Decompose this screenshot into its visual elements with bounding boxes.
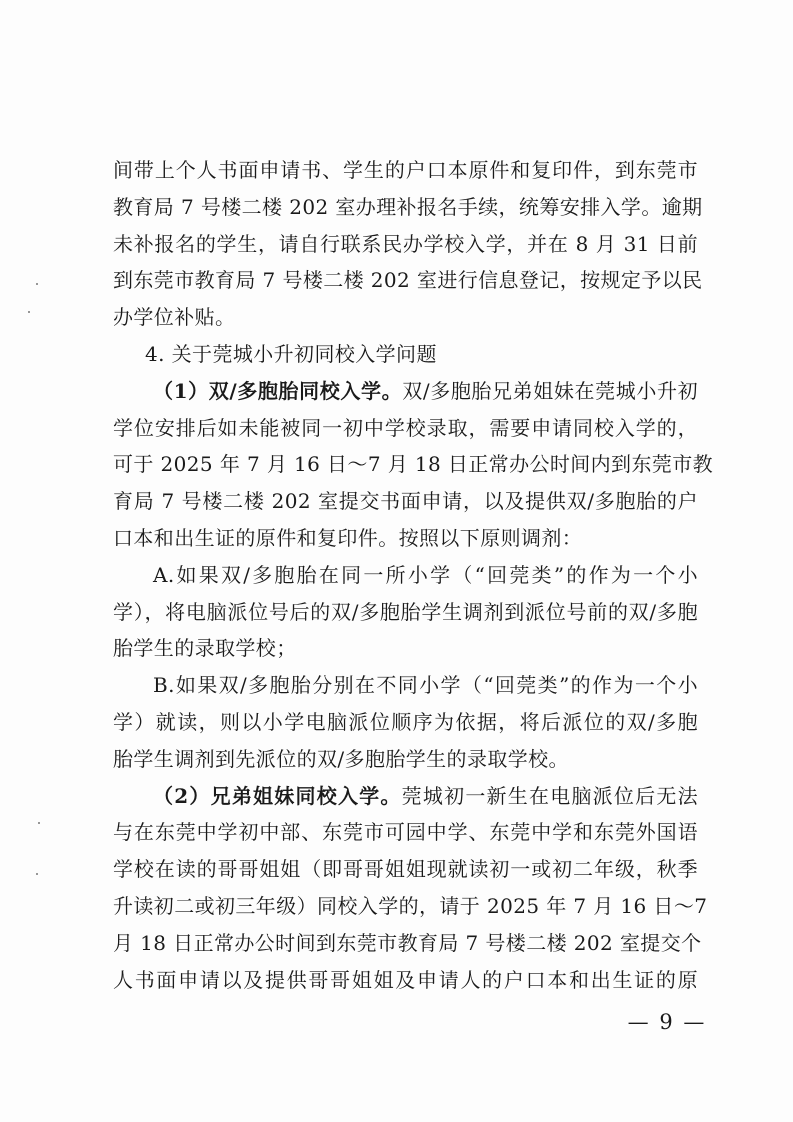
paragraph-line: 办学位补贴。 xyxy=(113,305,236,330)
scan-mark xyxy=(28,311,30,313)
paragraph-line: 升读初二或初三年级）同校入学的，请于 2025 年 7 月 16 日～7 xyxy=(113,893,708,918)
paragraph-line: 未补报名的学生，请自行联系民办学校入学，并在 8 月 31 日前 xyxy=(113,231,698,256)
body-text xyxy=(113,152,714,998)
paragraph-line: 学校在读的哥哥姐姐（即哥哥姐姐现就读初一或初二年级，秋季 xyxy=(113,857,698,882)
paragraph-line: 间带上个人书面申请书、学生的户口本原件和复印件，到东莞市 xyxy=(113,158,698,182)
paragraph-text: 双/多胞胎兄弟姐妹在莞城小升初 xyxy=(402,378,698,403)
paragraph-line: 学位安排后如未能被同一初中学校录取，需要申请同校入学的， xyxy=(113,415,698,440)
paragraph-line: 口本和出生证的原件和复印件。按照以下原则调剂： xyxy=(113,525,583,550)
section-heading: 4. 关于莞城小升初同校入学问题 xyxy=(145,341,437,366)
paragraph-line: 月 18 日正常办公时间到东莞市教育局 7 号楼二楼 202 室提交个 xyxy=(113,930,702,955)
paragraph-line xyxy=(113,778,698,815)
paragraph-line: 人书面申请以及提供哥哥姐姐及申请人的户口本和出生证的原 xyxy=(113,967,698,992)
page-number: — 9 — xyxy=(627,1010,707,1034)
paragraph-line: 与在东莞中学初中部、东莞市可园中学、东莞中学和东莞外国语 xyxy=(113,820,698,845)
paragraph-line: 到东莞市教育局 7 号楼二楼 202 室进行信息登记，按规定予以民 xyxy=(113,268,703,293)
paragraph-line: 教育局 7 号楼二楼 202 室办理补报名手续，统筹安排入学。逾期 xyxy=(113,194,703,219)
scan-mark xyxy=(38,822,40,824)
paragraph-text: 莞城初一新生在电脑派位后无法 xyxy=(401,783,698,808)
paragraph-line xyxy=(113,373,698,410)
scan-mark xyxy=(36,873,38,875)
paragraph-line: 可于 2025 年 7 月 16 日～7 月 18 日正常办公时间内到东莞市教 xyxy=(113,452,714,477)
paragraph-line: 胎学生的录取学校； xyxy=(113,636,297,661)
paragraph-line: 学）就读，则以小学电脑派位顺序为依据，将后派位的双/多胞 xyxy=(113,709,698,734)
paragraph-line: 胎学生调剂到先派位的双/多胞胎学生的录取学校。 xyxy=(113,746,569,771)
paragraph-line: 育局 7 号楼二楼 202 室提交书面申请，以及提供双/多胞胎的户 xyxy=(113,489,698,514)
paragraph-line: B.如果双/多胞胎分别在不同小学（“回莞类”的作为一个小 xyxy=(153,673,698,698)
paragraph-line: A.如果双/多胞胎在同一所小学（“回莞类”的作为一个小 xyxy=(153,562,698,587)
subsection-heading: （1）双/多胞胎同校入学。 xyxy=(153,378,403,403)
scan-mark xyxy=(36,283,38,285)
subsection-heading: （2）兄弟姐妹同校入学。 xyxy=(153,783,402,808)
paragraph-line: 学），将电脑派位号后的双/多胞胎学生调剂到派位号前的双/多胞 xyxy=(113,599,698,624)
